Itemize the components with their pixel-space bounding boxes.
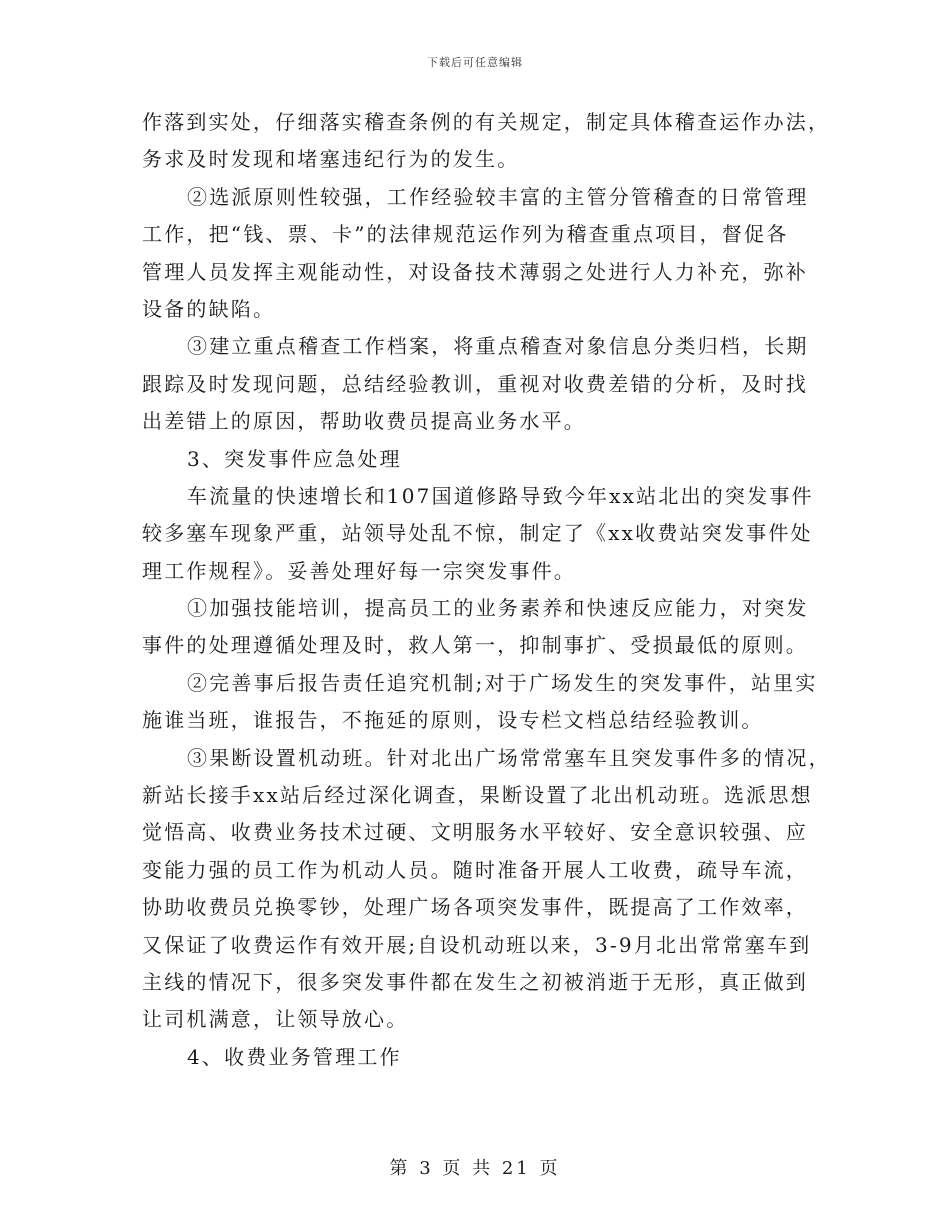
text-line: 设备的缺陷。 [142, 296, 276, 321]
text-line: 工作，把“钱、票、卡”的法律规范运作列为稽查重点项目，督促各 [142, 222, 789, 247]
page-number: 第 3 页 共 21 页 [389, 1158, 561, 1179]
text-line: 理工作规程》。妥善处理好每一宗突发事件。 [142, 558, 576, 583]
paragraph-start: ③建立重点稽查工作档案，将重点稽查对象信息分类归档，长期 [187, 334, 809, 359]
paragraph-start: ①加强技能培训，提高员工的业务素养和快速反应能力，对突发 [187, 596, 809, 621]
text-line: 主线的情况下，很多突发事件都在发生之初被消逝于无形，真正做到 [142, 969, 808, 994]
document-body [142, 104, 831, 1076]
text-line: 让司机满意，让领导放心。 [142, 1007, 409, 1032]
paragraph-start: ②选派原则性较强，工作经验较丰富的主管分管稽查的日常管理 [187, 184, 809, 209]
paragraph-start: 车流量的快速增长和107国道修路导致今年xx站北出的突发事件 [187, 483, 814, 508]
text-line: 又保证了收费运作有效开展;自设机动班以来，3-9月北出常常塞车到 [142, 932, 812, 957]
text-line: 管理人员发挥主观能动性，对设备技术薄弱之处进行人力补充，弥补 [142, 259, 808, 284]
text-line: 新站长接手xx站后经过深化调查，果断设置了北出机动班。选派思想 [142, 783, 813, 808]
text-line: 出差错上的原因，帮助收费员提高业务水平。 [142, 409, 586, 434]
page-header: 下载后可任意编辑 [427, 56, 523, 69]
paragraph-start: ②完善事后报告责任追究机制;对于广场发生的突发事件，站里实 [187, 670, 818, 695]
text-line: 觉悟高、收费业务技术过硬、文明服务水平较好、安全意识较强、应 [142, 820, 808, 845]
text-line: 施谁当班，谁报告，不拖延的原则，设专栏文档总结经验教训。 [142, 708, 764, 733]
text-line: 作落到实处，仔细落实稽查条例的有关规定，制定具体稽查运作办法， [142, 110, 831, 134]
paragraph-start: ③果断设置机动班。针对北出广场常常塞车且突发事件多的情况， [187, 745, 831, 770]
text-line: 务求及时发现和堵塞违纪行为的发生。 [142, 147, 520, 172]
text-line: 较多塞车现象严重，站领导处乱不惊，制定了《xx收费站突发事件处 [142, 521, 813, 546]
text-line: 变能力强的员工作为机动人员。随时准备开展人工收费，疏导车流， [142, 857, 808, 882]
text-line: 事件的处理遵循处理及时，救人第一，抑制事扩、受损最低的原则。 [142, 633, 808, 658]
section-heading: 3、突发事件应急处理 [187, 446, 402, 471]
section-heading: 4、收费业务管理工作 [187, 1044, 402, 1069]
text-line: 协助收费员兑换零钞，处理广场各项突发事件，既提高了工作效率， [142, 895, 808, 920]
text-line: 跟踪及时发现问题，总结经验教训，重视对收费差错的分析，及时找 [142, 371, 808, 396]
